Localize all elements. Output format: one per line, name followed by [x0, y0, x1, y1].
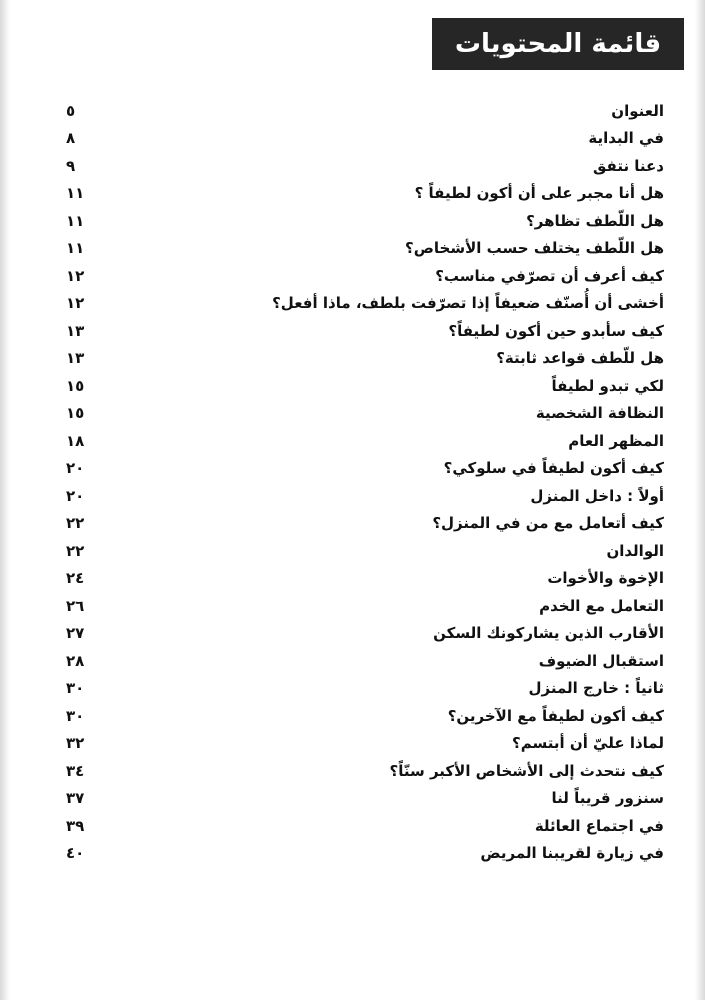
toc-entry-page: ٢٠	[66, 459, 85, 478]
toc-entry-page: ١٣	[66, 321, 85, 340]
toc-entry[interactable]	[66, 235, 664, 263]
toc-entry[interactable]	[66, 647, 664, 675]
toc-entry-page: ١١	[66, 184, 85, 203]
toc-entry-title: في البداية	[588, 129, 664, 148]
toc-entry[interactable]	[66, 537, 664, 565]
toc-entry[interactable]	[66, 125, 664, 153]
toc-entry[interactable]	[66, 180, 664, 208]
toc-entry[interactable]	[66, 565, 664, 593]
toc-entry-title: النظافة الشخصية	[535, 404, 664, 423]
toc-entry-title: كيف أتعامل مع من في المنزل؟	[432, 514, 664, 533]
toc-entry-title: هل اللّطف تظاهر؟	[526, 211, 664, 230]
toc-entry-page: ٨	[66, 129, 76, 148]
toc-entry-page: ٤٠	[66, 844, 85, 863]
toc-entry-page: ٢٧	[66, 624, 85, 643]
toc-entry-page: ٢٢	[66, 541, 85, 560]
toc-entry-title: هل اللّطف يختلف حسب الأشخاص؟	[405, 239, 664, 258]
toc-entry-title: كيف نتحدث إلى الأشخاص الأكبر سنّاً؟	[389, 761, 664, 780]
toc-entry[interactable]	[66, 427, 664, 455]
toc-entry[interactable]	[66, 757, 664, 785]
toc-entry-title: أولاً : داخل المنزل	[530, 486, 664, 505]
toc-entry-page: ١٥	[66, 404, 85, 423]
toc-title-box	[432, 18, 684, 70]
toc-entry-page: ٣٠	[66, 679, 85, 698]
toc-entry-title: الأقارب الذين يشاركونك السكن	[433, 624, 664, 643]
toc-entry-title: في زيارة لقريبنا المريض	[480, 844, 664, 863]
toc-entry[interactable]	[66, 812, 664, 840]
toc-entry-page: ١١	[66, 211, 85, 230]
toc-entry-title: استقبال الضيوف	[538, 651, 664, 670]
toc-entry-page: ١٥	[66, 376, 85, 395]
toc-entry[interactable]	[66, 345, 664, 373]
toc-entry-title: أخشى أن أُصنّف ضعيفاً إذا تصرّفت بلطف، ماذا أفعل؟	[272, 294, 664, 313]
toc-entry-page: ١٨	[66, 431, 85, 450]
toc-entry[interactable]	[66, 207, 664, 235]
toc-entry-page: ٣٧	[66, 789, 85, 808]
toc-entry-page: ٢٤	[66, 569, 85, 588]
toc-entry-page: ٣٢	[66, 734, 85, 753]
page-edge-left	[0, 0, 10, 1000]
toc-entry[interactable]	[66, 290, 664, 318]
toc-entry-page: ٢٢	[66, 514, 85, 533]
toc-entry-page: ٣٠	[66, 706, 85, 725]
toc-entry-title: سنزور قريباً لنا	[551, 789, 664, 808]
toc-entry[interactable]	[66, 317, 664, 345]
toc-entry-page: ٥	[66, 101, 76, 120]
page-edge-right	[695, 0, 705, 1000]
toc-entry-page: ٢٦	[66, 596, 85, 615]
toc-entry-page: ٩	[66, 156, 76, 175]
toc-entry-title: لماذا عليّ أن أبتسم؟	[512, 734, 664, 753]
toc-entry-title: كيف سأبدو حين أكون لطيفاً؟	[448, 321, 664, 340]
toc-entry-page: ٣٩	[66, 816, 85, 835]
toc-entry-title: الإخوة والأخوات	[547, 569, 664, 588]
toc-entry-page: ١١	[66, 239, 85, 258]
toc-entry[interactable]	[66, 372, 664, 400]
toc-entry-page: ٢٠	[66, 486, 85, 505]
toc-list	[66, 97, 664, 867]
toc-entry-title: دعنا نتفق	[593, 156, 664, 175]
toc-entry[interactable]	[66, 400, 664, 428]
toc-title: قائمة المحتويات	[454, 29, 662, 59]
toc-entry[interactable]	[66, 785, 664, 813]
toc-entry-title: ثانياً : خارج المنزل	[528, 679, 664, 698]
toc-entry[interactable]	[66, 702, 664, 730]
toc-entry[interactable]	[66, 620, 664, 648]
toc-entry[interactable]	[66, 152, 664, 180]
toc-entry[interactable]	[66, 840, 664, 868]
toc-entry-title: هل أنا مجبر على أن أكون لطيفاً ؟	[414, 184, 664, 203]
toc-entry[interactable]	[66, 455, 664, 483]
toc-entry-title: كيف أكون لطيفاً مع الآخرين؟	[447, 706, 664, 725]
toc-entry-page: ١٢	[66, 294, 85, 313]
toc-entry-title: هل للّطف قواعد ثابتة؟	[496, 349, 664, 368]
toc-entry-title: التعامل مع الخدم	[539, 596, 664, 615]
toc-entry-page: ١٣	[66, 349, 85, 368]
toc-entry-title: لكي تبدو لطيفاً	[551, 376, 664, 395]
toc-entry[interactable]	[66, 510, 664, 538]
toc-entry[interactable]	[66, 730, 664, 758]
toc-entry[interactable]	[66, 262, 664, 290]
toc-entry-page: ٢٨	[66, 651, 85, 670]
toc-entry[interactable]	[66, 592, 664, 620]
toc-entry[interactable]	[66, 97, 664, 125]
toc-entry-title: الوالدان	[606, 541, 664, 560]
toc-entry-title: المظهر العام	[568, 431, 664, 450]
toc-entry-page: ٣٤	[66, 761, 85, 780]
toc-entry[interactable]	[66, 482, 664, 510]
toc-entry-page: ١٢	[66, 266, 85, 285]
toc-entry-title: في اجتماع العائلة	[534, 816, 664, 835]
toc-entry-title: كيف أكون لطيفاً في سلوكي؟	[443, 459, 664, 478]
toc-entry[interactable]	[66, 675, 664, 703]
toc-entry-title: كيف أعرف أن تصرّفي مناسب؟	[435, 266, 664, 285]
toc-entry-title: العنوان	[611, 101, 664, 120]
